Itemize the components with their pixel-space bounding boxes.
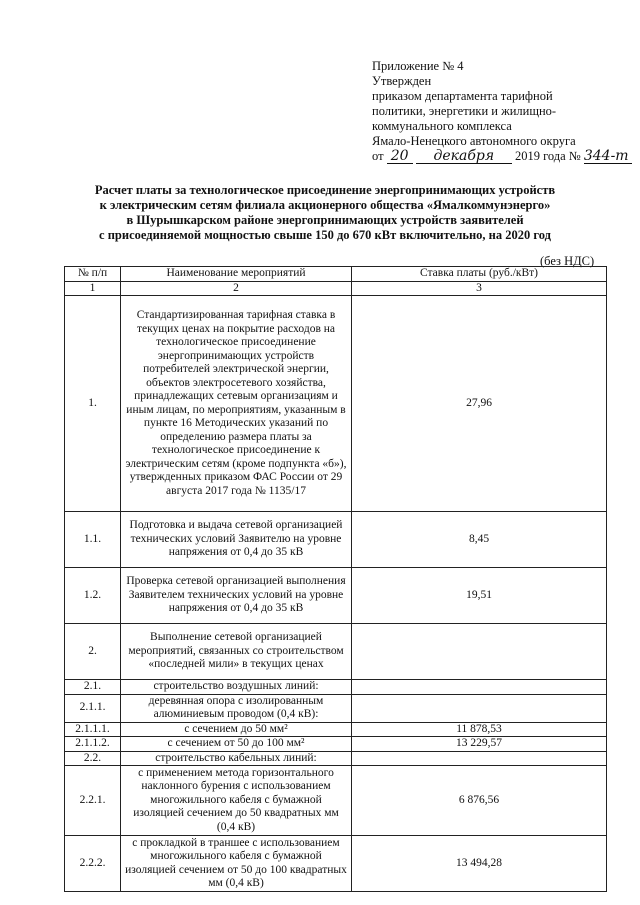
order-line-2: политики, энергетики и жилищно- — [372, 104, 557, 118]
col-number-1: 1 — [65, 281, 121, 296]
date-month: декабря — [416, 150, 512, 164]
row-name: строительство кабельных линий: — [121, 751, 352, 766]
order-number: 344-т — [584, 150, 632, 164]
table-row — [65, 624, 607, 680]
date-prefix: от — [372, 149, 384, 163]
title-line-4: с присоединяемой мощностью свыше 150 до 670 кВт включительно, на 2020 год — [99, 228, 551, 242]
row-name: с прокладкой в траншее с использованием многожильного кабеля с бумажной изоляцией сечением от 50 до 100 квадратных мм (0,4 кВ) — [121, 836, 352, 892]
row-name: Стандартизированная тарифная ставка в текущих ценах на покрытие расходов на технологическое присоединение энергопринимающих устройств потребителей электрической энергии, объектов электросетевого хозяйства, принадлежащих сетевым организациям и иным лицам, по мероприятиям, указанным в пункте 16 Методических указаний по определению размера платы за технологическое присоединение к электрическим сетям (кроме подпункта «б»), утвержденных приказом ФАС России от 29 августа 2017 года № 1135/17 — [121, 296, 352, 512]
order-line-1: приказом департамента тарифной — [372, 89, 553, 103]
row-num: 2.2.2. — [65, 836, 121, 892]
row-name: строительство воздушных линий: — [121, 680, 352, 695]
row-num: 1.2. — [65, 568, 121, 624]
document-title — [60, 183, 590, 243]
col-number-2: 2 — [121, 281, 352, 296]
row-value — [352, 694, 607, 722]
row-num: 2.1.1.2. — [65, 737, 121, 752]
date-year: 2019 года № — [514, 149, 581, 163]
appendix-number: Приложение № 4 — [372, 59, 464, 73]
row-value: 8,45 — [352, 512, 607, 568]
row-name: Выполнение сетевой организацией мероприятий, связанных со строительством «последней мили» в текущих ценах — [121, 624, 352, 680]
order-date-line — [372, 149, 632, 164]
row-name: с применением метода горизонтального наклонного бурения с использованием многожильного кабеля с бумажной изоляцией сечением до 50 квадратных мм (0,4 кВ) — [121, 766, 352, 836]
row-num: 2.2. — [65, 751, 121, 766]
header-name: Наименование мероприятий — [121, 267, 352, 282]
header-num: № п/п — [65, 267, 121, 282]
date-day: 20 — [387, 150, 413, 164]
header-rate: Ставка платы (руб./кВт) — [352, 267, 607, 282]
title-line-2: к электрическим сетям филиала акционерного общества «Ямалкоммунэнерго» — [99, 198, 551, 212]
row-value: 6 876,56 — [352, 766, 607, 836]
row-name: с сечением до 50 мм² — [121, 722, 352, 737]
row-value: 13 229,57 — [352, 737, 607, 752]
table-row — [65, 568, 607, 624]
row-num: 1.1. — [65, 512, 121, 568]
row-name: с сечением от 50 до 100 мм² — [121, 737, 352, 752]
table-numbering-row — [65, 281, 607, 296]
title-line-1: Расчет платы за технологическое присоединение энергопринимающих устройств — [94, 183, 556, 197]
row-num: 2.1. — [65, 680, 121, 695]
row-num: 2.1.1.1. — [65, 722, 121, 737]
row-num: 2. — [65, 624, 121, 680]
row-value: 11 878,53 — [352, 722, 607, 737]
table-header-row — [65, 267, 607, 282]
approved-label: Утвержден — [372, 74, 432, 88]
title-line-3: в Шурышкарском районе энергопринимающих устройств заявителей — [126, 213, 524, 227]
col-number-3: 3 — [352, 281, 607, 296]
row-value: 27,96 — [352, 296, 607, 512]
row-value — [352, 624, 607, 680]
table-row — [65, 680, 607, 695]
row-num: 2.1.1. — [65, 694, 121, 722]
table-row — [65, 751, 607, 766]
table-row — [65, 766, 607, 836]
row-name: Подготовка и выдача сетевой организацией технических условий Заявителю на уровне напряжения от 0,4 до 35 кВ — [121, 512, 352, 568]
row-value: 13 494,28 — [352, 836, 607, 892]
row-num: 2.2.1. — [65, 766, 121, 836]
tariff-table — [64, 266, 607, 892]
order-line-3: коммунального комплекса — [372, 119, 512, 133]
row-num: 1. — [65, 296, 121, 512]
table-row — [65, 737, 607, 752]
table-row — [65, 836, 607, 892]
order-line-4: Ямало-Ненецкого автономного округа — [372, 134, 576, 148]
appendix-block — [372, 59, 632, 164]
row-name: Проверка сетевой организацией выполнения Заявителем технических условий на уровне напряжения от 0,4 до 35 кВ — [121, 568, 352, 624]
table-row — [65, 512, 607, 568]
table-row — [65, 296, 607, 512]
row-value — [352, 751, 607, 766]
row-value: 19,51 — [352, 568, 607, 624]
table-row — [65, 722, 607, 737]
row-name: деревянная опора с изолированным алюминиевым проводом (0,4 кВ): — [121, 694, 352, 722]
vat-note: (без НДС) — [540, 254, 595, 268]
table-row — [65, 694, 607, 722]
row-value — [352, 680, 607, 695]
